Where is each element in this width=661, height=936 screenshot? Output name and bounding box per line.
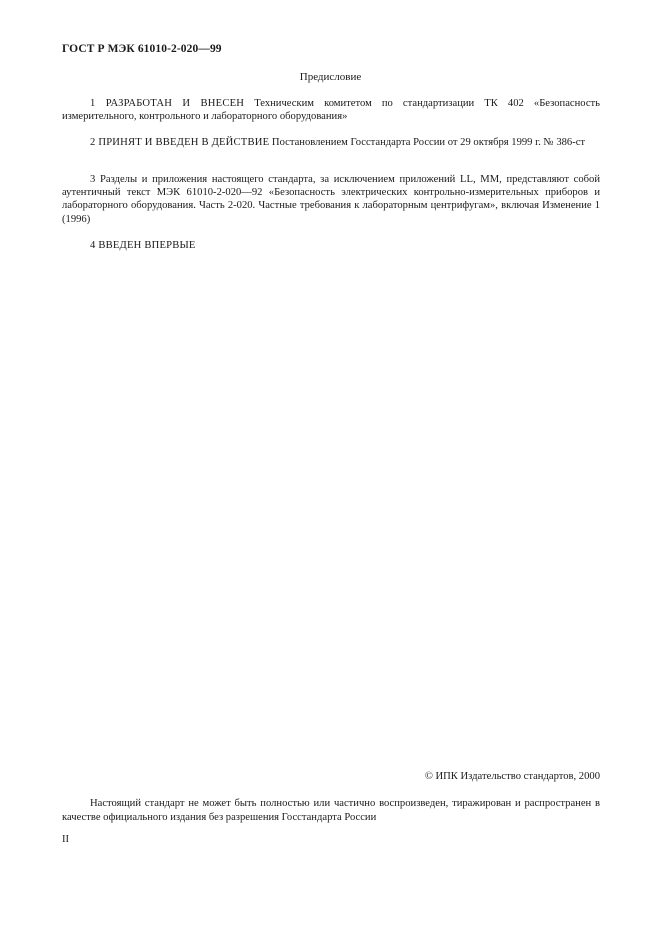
preface-item-1 (62, 97, 600, 123)
reproduction-notice: Настоящий стандарт не может быть полностью или частично воспроизведен, тиражирован и распространен в качестве официального издания без разрешения Госстандарта России (62, 798, 600, 823)
preface-item-4 (62, 239, 600, 252)
copyright-line: © ИПК Издательство стандартов, 2000 (424, 771, 600, 782)
preface-item-1-text: Техническим комитетом по стандартизации ТК 402 «Безопасность измерительного, контрольного и лабораторного оборудования» (62, 98, 600, 123)
preface-item-2-lead: 2 ПРИНЯТ И ВВЕДЕН В ДЕЙСТВИЕ (90, 137, 270, 148)
document-header: ГОСТ Р МЭК 61010-2-020—99 (62, 43, 222, 55)
preface-item-3 (62, 173, 600, 226)
preface-item-2-text: Постановлением Госстандарта России от 29 октября 1999 г. № 386-ст (269, 137, 586, 148)
preface-title: Предисловие (299, 71, 362, 83)
preface-item-3-text: 3 Разделы и приложения настоящего стандарта, за исключением приложений LL, MM, представляют собой аутентичный текст МЭК 61010-2-020—92 «Безопасность электрических контрольно-измерительных приборов и лабораторного оборудования. Часть 2-020. Частные требования к лабораторным центрифугам», включая Изменение 1 (1996) (62, 174, 600, 225)
preface-item-1-lead: 1 РАЗРАБОТАН И ВНЕСЕН (90, 98, 245, 109)
preface-item-2 (62, 136, 600, 149)
preface-item-4-lead: 4 ВВЕДЕН ВПЕРВЫЕ (90, 240, 196, 251)
page-number: II (62, 834, 70, 845)
